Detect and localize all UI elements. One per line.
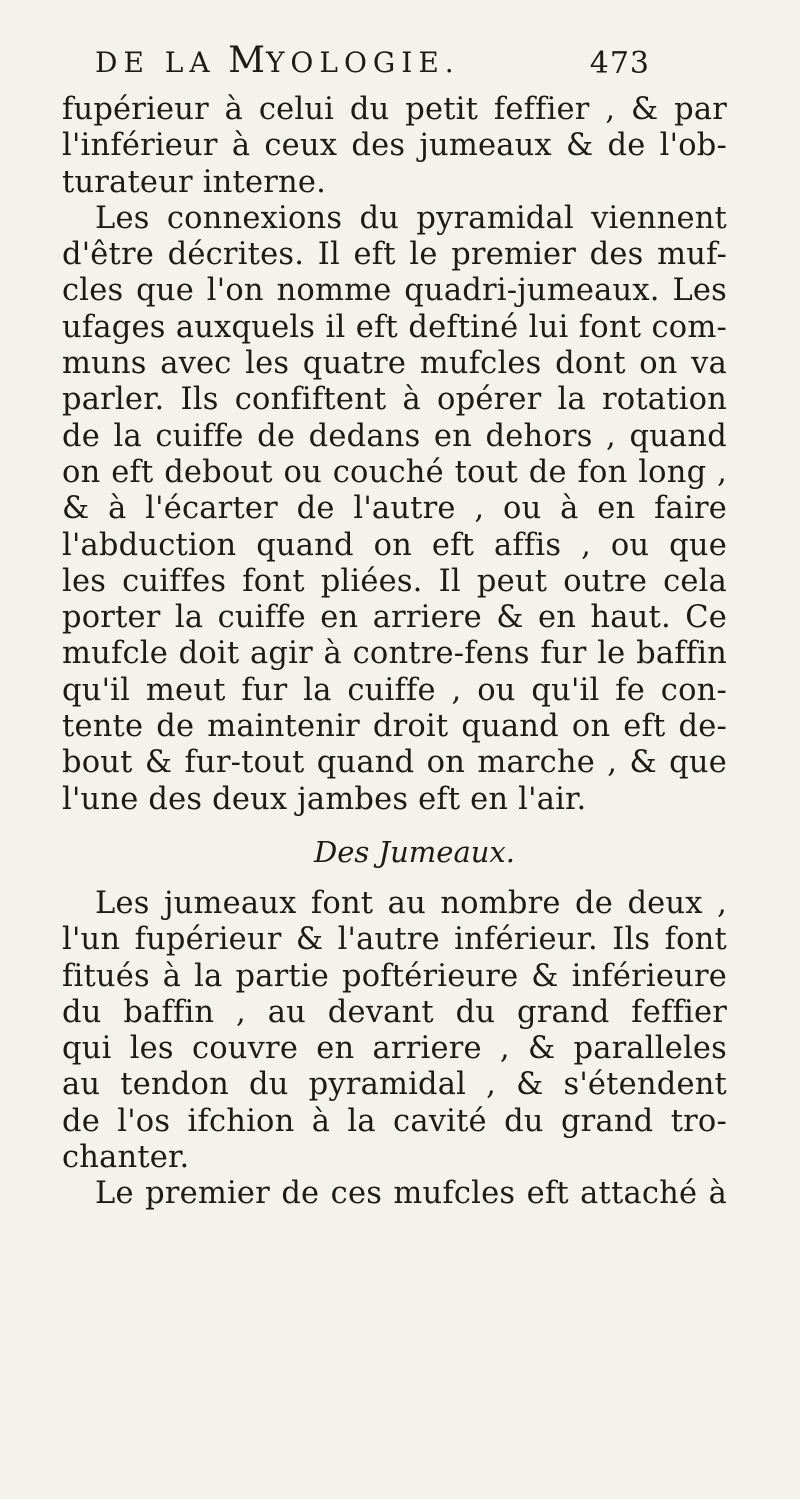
paragraph-2 [62, 201, 727, 818]
text-line: ufages auxquels il eft deftiné lui font com- [62, 309, 727, 345]
running-title-rest: YOLOGIE. [265, 46, 460, 79]
text-line: les cuiffes font pliées. Il peut outre cela [62, 563, 727, 599]
running-header [95, 40, 650, 90]
text-line: porter la cuiffe en arriere & en haut. Ce [62, 600, 727, 636]
running-title-prefix: DE LA [95, 46, 216, 79]
text-line: tente de maintenir droit quand on eft de- [62, 709, 727, 745]
text-line: on eft debout ou couché tout de fon long , [62, 454, 727, 490]
text-line: l'abduction quand on eft affis , ou que [62, 527, 727, 563]
text-line: Les connexions du pyramidal viennent [95, 200, 727, 236]
paragraph-3 [62, 886, 727, 1176]
text-line: fupérieur à celui du petit feffier , & par [62, 92, 727, 127]
text-line: l'un fupérieur & l'autre inférieur. Ils font [62, 922, 727, 958]
text-line: Les jumeaux font au nombre de deux , [95, 885, 727, 921]
page-number: 473 [589, 46, 650, 81]
text-line: de l'os ifchion à la cavité du grand tro- [62, 1103, 727, 1139]
running-title-initial: M [228, 40, 266, 81]
text-line: qui les couvre en arriere , & paralleles [62, 1031, 727, 1067]
section-heading: Des Jumeaux. [313, 834, 516, 869]
text-line: parler. Ils confiftent à opérer la rotation [62, 382, 727, 418]
text-line: Le premier de ces mufcles eft attaché à [95, 1176, 727, 1212]
text-line: muns avec les quatre mufcles dont on va [62, 346, 727, 382]
text-line: d'être décrites. Il eft le premier des muf- [62, 237, 727, 273]
text-line: mufcle doit agir à contre-fens fur le baffin [62, 636, 727, 672]
text-line: qu'il meut fur la cuiffe , ou qu'il fe con- [62, 672, 727, 708]
paragraph-4 [62, 1176, 727, 1212]
paragraph-1 [62, 92, 727, 201]
text-line: bout & fur-tout quand on marche , & que [62, 745, 727, 781]
running-title [95, 40, 460, 81]
text-line: turateur interne. [62, 164, 326, 200]
text-line: chanter. [62, 1140, 190, 1176]
text-line: fitués à la partie poftérieure & inférieure [62, 958, 727, 994]
text-line: du baffin , au devant du grand feffier [62, 994, 727, 1030]
body-text [62, 92, 727, 1213]
text-line: au tendon du pyramidal , & s'étendent [62, 1067, 727, 1103]
text-line: cles que l'on nomme quadri-jumeaux. Les [62, 273, 727, 309]
text-line: & à l'écarter de l'autre , ou à en faire [62, 491, 727, 527]
text-line: l'inférieur à ceux des jumeaux & de l'ob- [62, 128, 727, 164]
text-line: l'une des deux jambes eft en l'air. [62, 781, 587, 817]
text-line: de la cuiffe de dedans en dehors , quand [62, 418, 727, 454]
